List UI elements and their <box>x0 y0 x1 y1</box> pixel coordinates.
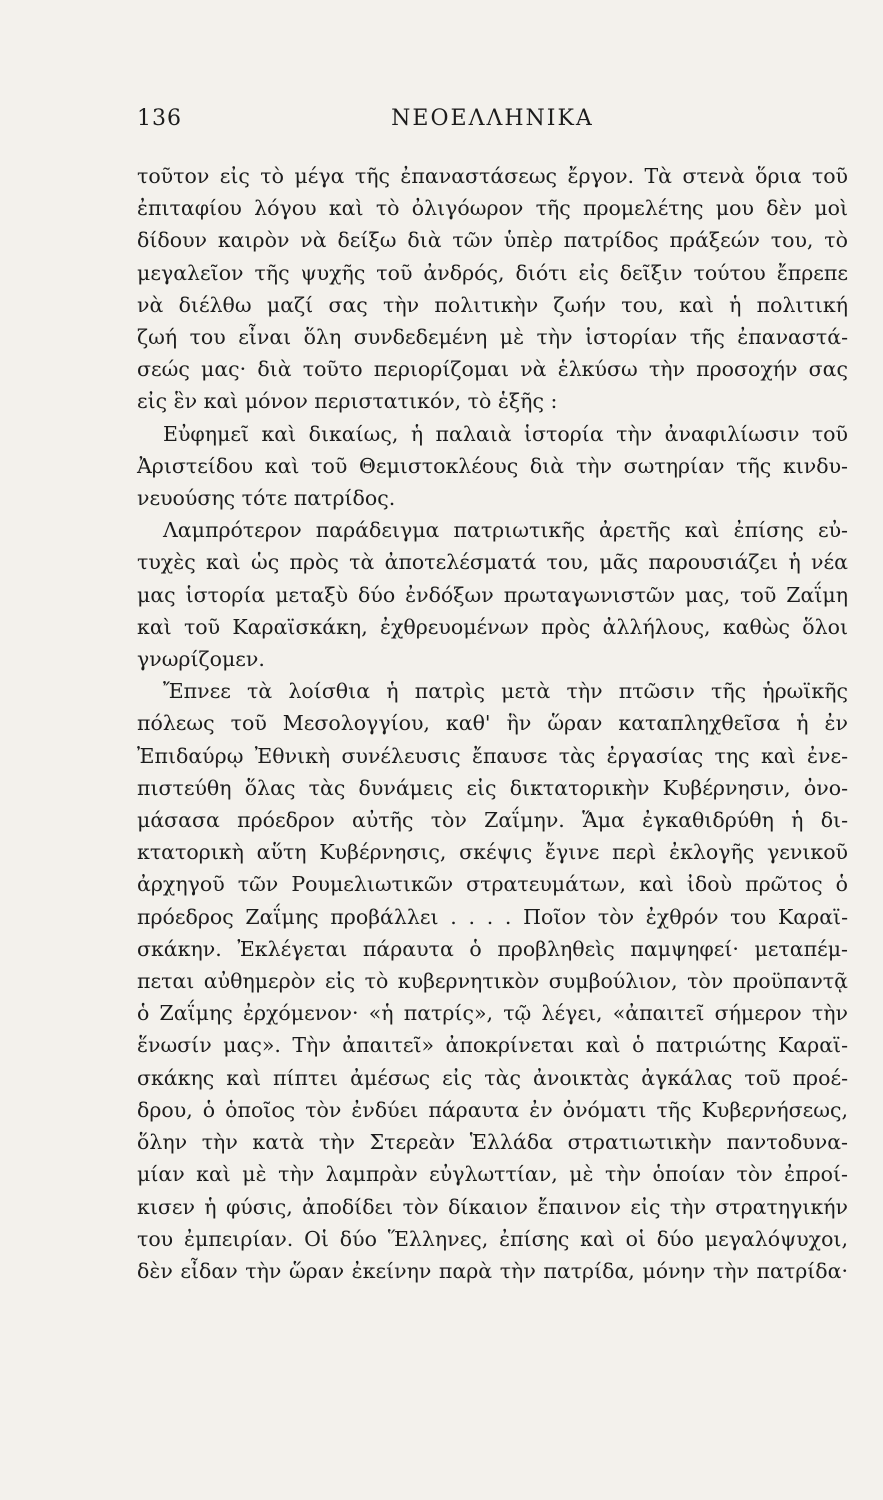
text-line: σκάκην. Ἐκλέγεται πάραυτα ὁ προβληθεὶς παμψηφεί· μεταπέμ- <box>137 936 848 961</box>
text-line: Ἐπιδαύρῳ Ἐθνικὴ συνέλευσις ἔπαυσε τὰς ἐργασίας της καὶ ἐνε- <box>137 743 848 768</box>
text-line: πεται αὐθημερὸν εἰς τὸ κυβερνητικὸν συμβούλιον, τὸν προϋπαντᾷ <box>137 969 848 994</box>
text-line: Λαμπρότερον παράδειγμα πατριωτικῆς ἀρετῆς καὶ ἐπίσης εὐ- <box>163 518 848 543</box>
text-line: τοῦτον εἰς τὸ μέγα τῆς ἐπαναστάσεως ἔργον. Τὰ στενὰ ὅρια τοῦ <box>137 164 848 188</box>
text-line: ἐπιταφίου λόγου καὶ τὸ ὀλιγόωρον τῆς προμελέτης μου δὲν μοὶ <box>137 196 848 221</box>
text-line: σεώς μας· διὰ τοῦτο περιορίζομαι νὰ ἑλκύσω τὴν προσοχήν σας <box>137 357 848 382</box>
text-line: μίαν καὶ μὲ τὴν λαμπρὰν εὐγλωττίαν, μὲ τὴν ὁποίαν τὸν ἐπροί- <box>137 1162 848 1187</box>
text-line: Εὐφημεῖ καὶ δικαίως, ἡ παλαιὰ ἱστορία τὴν ἀναφιλίωσιν τοῦ <box>163 421 848 446</box>
text-line: τυχὲς καὶ ὡς πρὸς τὰ ἀποτελέσματά του, μᾶς παρουσιάζει ἡ νέα <box>137 550 848 575</box>
text-line: νὰ διέλθω μαζί σας τὴν πολιτικὴν ζωήν του, καὶ ἡ πολιτική <box>137 292 848 317</box>
text-line: μεγαλεῖον τῆς ψυχῆς τοῦ ἀνδρός, διότι εἰς δεῖξιν τούτου ἔπρεπε <box>137 260 848 285</box>
page-header <box>137 106 848 146</box>
text-line: Ἀριστείδου καὶ τοῦ Θεμιστοκλέους διὰ τὴν σωτηρίαν τῆς κινδυ- <box>137 453 848 478</box>
text-line: ὅλην τὴν κατὰ τὴν Στερεὰν Ἑλλάδα στρατιωτικὴν παντοδυνα- <box>137 1130 848 1155</box>
text-line: νευούσης τότε πατρίδος. <box>137 486 396 511</box>
text-line: δίδουν καιρὸν νὰ δείξω διὰ τῶν ὑπὲρ πατρίδος πράξεών του, τὸ <box>137 228 848 253</box>
text-line: ἀρχηγοῦ τῶν Ρουμελιωτικῶν στρατευμάτων, καὶ ἰδοὺ πρῶτος ὁ <box>137 872 848 897</box>
text-line: πιστεύθη ὅλας τὰς δυνάμεις εἰς δικτατορικὴν Κυβέρνησιν, ὀνο- <box>137 775 848 800</box>
text-line: δρου, ὁ ὁποῖος τὸν ἐνδύει πάραυτα ἐν ὀνόματι τῆς Κυβερνήσεως, <box>137 1097 848 1122</box>
text-line: Ἔπνεε τὰ λοίσθια ἡ πατρὶς μετὰ τὴν πτῶσιν τῆς ἡρωϊκῆς <box>163 679 848 704</box>
text-line: ὁ Ζαΐμης ἐρχόμενον· «ἡ πατρίς», τῷ λέγει, «ἀπαιτεῖ σήμερον τὴν <box>137 1001 848 1026</box>
text-line: μάσασα πρόεδρον αὐτῆς τὸν Ζαΐμην. Ἅμα ἐγκαθιδρύθη ἡ δι- <box>137 808 848 833</box>
text-line: μας ἱστορία μεταξὺ δύο ἐνδόξων πρωταγωνιστῶν μας, τοῦ Ζαΐμη <box>137 582 848 607</box>
body-text <box>137 160 848 1287</box>
text-line: πρόεδρος Ζαΐμης προβάλλει . . . . Ποῖον τὸν ἐχθρόν του Καραϊ- <box>137 904 848 929</box>
running-title: ΝΕΟΕΛΛΗΝΙΚΑ <box>391 106 594 131</box>
text-line: πόλεως τοῦ Μεσολογγίου, καθ' ἣν ὥραν καταπληχθεῖσα ἡ ἐν <box>137 711 848 736</box>
text-line: κισεν ἡ φύσις, ἀποδίδει τὸν δίκαιον ἔπαινον εἰς τὴν στρατηγικήν <box>137 1194 848 1219</box>
text-line: του ἐμπειρίαν. Οἱ δύο Ἕλληνες, ἐπίσης καὶ οἱ δύο μεγαλόψυχοι, <box>137 1226 848 1251</box>
page-number: 136 <box>137 106 182 131</box>
text-line: εἰς ἓν καὶ μόνον περιστατικόν, τὸ ἑξῆς : <box>137 389 558 414</box>
text-line: δὲν εἶδαν τὴν ὥραν ἐκείνην παρὰ τὴν πατρίδα, μόνην τὴν πατρίδα· <box>137 1258 848 1283</box>
text-line: ζωή του εἶναι ὅλη συνδεδεμένη μὲ τὴν ἱστορίαν τῆς ἐπαναστά- <box>137 325 848 350</box>
text-line: ἕνωσίν μας». Τὴν ἀπαιτεῖ» ἀποκρίνεται καὶ ὁ πατριώτης Καραϊ- <box>137 1033 848 1058</box>
text-line: σκάκης καὶ πίπτει ἀμέσως εἰς τὰς ἀνοικτὰς ἀγκάλας τοῦ προέ- <box>137 1065 848 1090</box>
text-line: καὶ τοῦ Καραϊσκάκη, ἐχθρευομένων πρὸς ἀλλήλους, καθὼς ὅλοι <box>137 614 848 639</box>
text-line: γνωρίζομεν. <box>137 647 265 672</box>
text-line: κτατορικὴ αὕτη Κυβέρνησις, σκέψις ἔγινε περὶ ἐκλογῆς γενικοῦ <box>137 840 848 865</box>
